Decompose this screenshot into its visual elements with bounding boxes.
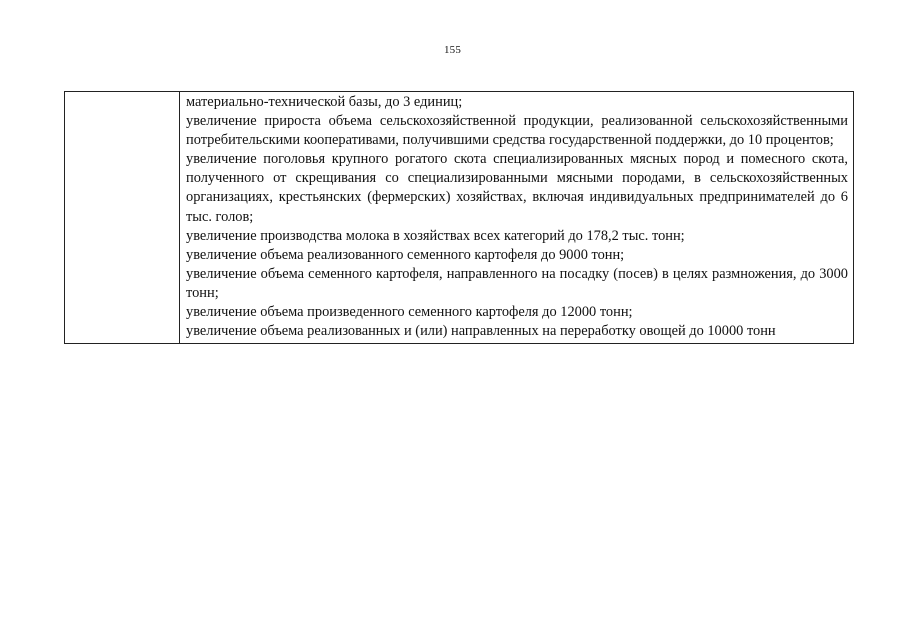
document-table (64, 91, 854, 344)
paragraph-4: увеличение производства молока в хозяйствах всех категорий до 178,2 тыс. тонн; (186, 227, 685, 244)
page-number: 155 (443, 44, 462, 56)
paragraph-2: увеличение прироста объема сельскохозяйственной продукции, реализованной сельскохозяйственными потребительскими кооперативами, получившими средства государственной поддержки, до 10 процентов; (186, 113, 848, 149)
table-cell-right (180, 92, 854, 344)
paragraph-8: увеличение объема реализованных и (или) направленных на переработку овощей до 10000 тонн (186, 323, 776, 340)
table-cell-left (65, 92, 180, 344)
paragraph-3: увеличение поголовья крупного рогатого скота специализированных мясных пород и помесного скота, полученного от скрещивания со специализированными мясными породами, в сельскохозяйственных организациях, крестьянских (фермерских) хозяйствах, включая индивидуальных предпринимателей до 6 тыс. голов; (186, 151, 848, 225)
paragraph-5: увеличение объема реализованного семенного картофеля до 9000 тонн; (186, 246, 625, 263)
paragraph-7: увеличение объема произведенного семенного картофеля до 12000 тонн; (186, 304, 633, 321)
paragraph-6: увеличение объема семенного картофеля, направленного на посадку (посев) в целях размножения, до 3000 тонн; (186, 265, 848, 301)
paragraph-1: материально-технической базы, до 3 единиц; (186, 94, 463, 110)
cell-text-block (180, 92, 853, 343)
table-row (65, 92, 854, 344)
